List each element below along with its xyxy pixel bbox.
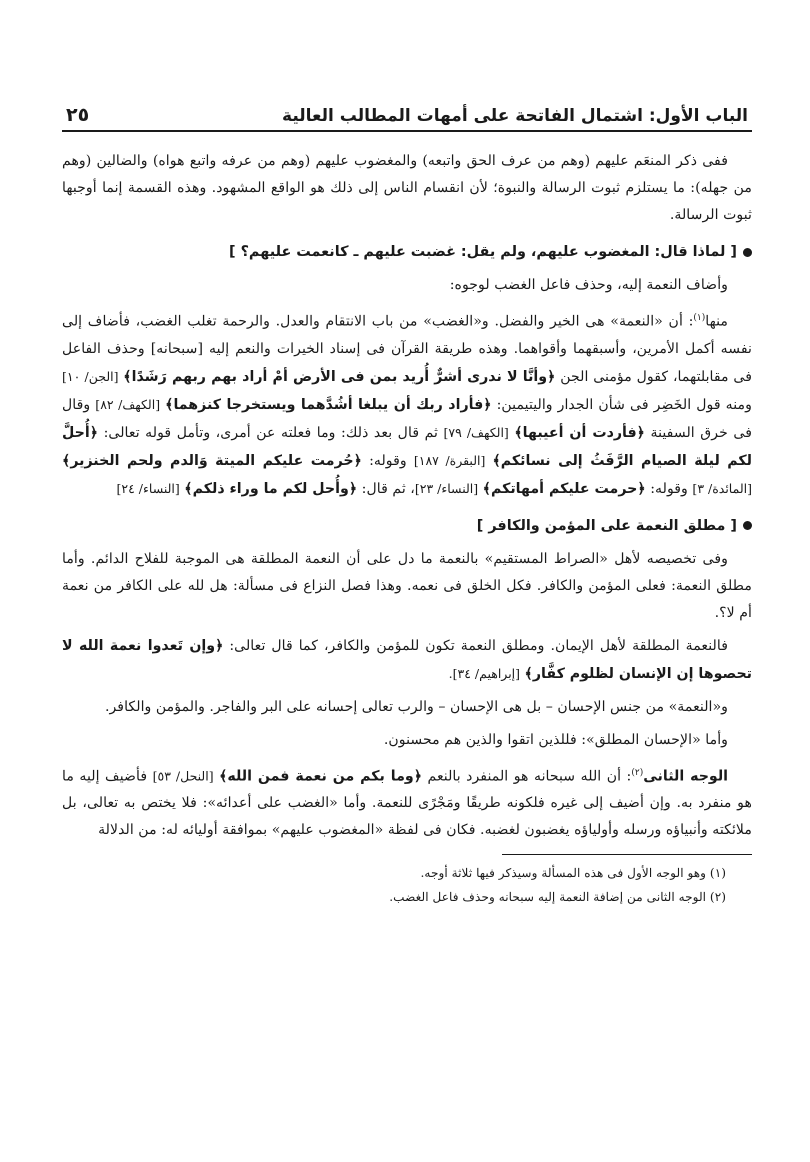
text: وقوله:: [650, 480, 688, 497]
footnotes: [62, 861, 752, 909]
running-header: [62, 92, 752, 132]
text: ومنه قول الخَضِر فى شأن الجدار واليتيمين:: [496, 396, 752, 413]
footnote-2: (٢) الوجه الثانى من إضافة النعمة إليه سبحانه وحذف فاعل الغضب.: [389, 890, 726, 905]
verse-ref: [المائدة/ ٣]: [692, 480, 752, 496]
page-body: [62, 148, 752, 909]
text: فالنعمة المطلقة لأهل الإيمان. ومطلق النعمة تكون للمؤمن والكافر، كما قال تعالى:: [229, 637, 728, 654]
verse-ref: [النساء/ ٢٤]: [116, 480, 180, 496]
bullet-icon: [743, 248, 752, 257]
quran-quote: ﴿وما بكم من نعمة فمن الله﴾: [219, 768, 423, 785]
footnote-ref: (٢): [631, 767, 644, 778]
verse-ref: [الكهف/ ٨٢]: [95, 396, 161, 412]
quran-quote: ﴿أُحلَّ لكم ليلة الصيام الرَّفَثُ إلى نسائكم﴾: [62, 424, 753, 469]
verse-ref: [إبراهيم/ ٣٤].: [448, 665, 521, 681]
section-heading-2: [62, 513, 752, 540]
heading-text: [ لماذا قال: المغضوب عليهم، ولم يقل: غضبت عليهم ـ كانعمت عليهم؟ ]: [228, 244, 737, 260]
footnote-divider: [502, 854, 752, 855]
paragraph-7: وأما «الإحسان المطلق»: فللذين اتقوا والذين هم محسنون.: [383, 731, 728, 748]
quran-quote: ﴿حُرمت عليكم الميتة وَالدم ولحم الخنزير﴾: [62, 452, 362, 469]
quran-quote: ﴿فأردت أن أعيبها﴾: [514, 424, 645, 441]
text: وقوله:: [369, 452, 407, 469]
book-page: [62, 92, 752, 909]
footnote-1: (١) وهو الوجه الأول فى هذه المسألة وسيذكر فيها ثلاثة أوجه.: [420, 866, 726, 881]
verse-ref: [الكهف/ ٧٩]: [443, 424, 509, 440]
text: وقال فى خرق السفينة: [62, 396, 752, 441]
text: ، ثم قال:: [361, 480, 415, 497]
chapter-title: الباب الأول: اشتمال الفاتحة على أمهات المطالب العالية: [282, 106, 748, 126]
verse-ref: [الجن/ ١٠]: [62, 368, 119, 384]
paragraph-1: ففى ذكر المنعَم عليهم (وهم من عرف الحق واتبعه) والمغضوب عليهم (وهم من عرفه واتبع هواه) والضالين (وهم من جهله): ما يستلزم ثبوت الرسالة والنبوة؛ لأن انقسام الناس إلى ذلك هو الواقع المشهود. وهذه القسمة إنما أوجبها ثبوت الرسالة.: [62, 153, 752, 223]
quran-quote: ﴿وأنَّا لا ندرى أشرٌّ أُريد بمن فى الأرض أمْ أراد بهم ربهم رَشَدًا﴾: [123, 368, 556, 385]
quran-quote: ﴿فأراد ربك أن يبلغا أشُدَّهما ويستخرجا كنزهما﴾: [165, 396, 492, 413]
paragraph-3: [62, 305, 752, 503]
footnote-ref: (١): [693, 313, 706, 323]
quran-quote: ﴿حرمت عليكم أمهاتكم﴾: [482, 480, 646, 497]
text: : أن الله سبحانه هو المنفرد بالنعم: [427, 768, 632, 785]
quran-quote: ﴿وإن تَعدوا نعمة الله لا تحصوها إن الإنسان لظلوم كفَّار﴾: [62, 637, 752, 682]
text: ثم قال بعد ذلك: وما فعلته عن أمرى، وتأمل قوله تعالى:: [103, 424, 438, 441]
verse-ref: [النساء/ ٢٣]: [414, 480, 479, 496]
paragraph-4: وفى تخصيصه لأهل «الصراط المستقيم» بالنعمة ما دل على أن النعمة المطلقة هى الموجبة للفلاح الدائم. وأما مطلق النعمة: فعلى المؤمن والكافر. فكل الخلق فى نعمه. وهذا فصل النزاع فى مسألة: هل لله على الكافر من نعمة أم لا؟.: [62, 550, 752, 621]
point-label: الوجه الثانى: [643, 768, 729, 785]
paragraph-6: و«النعمة» من جنس الإحسان – بل هى الإحسان – والرب تعالى إحسانه على البر والفاجر. والمؤمن والكافر.: [104, 698, 728, 715]
paragraph-5: [62, 633, 752, 688]
page-number: ٢٥: [66, 104, 90, 126]
paragraph-8: [62, 760, 752, 845]
verse-ref: [البقرة/ ١٨٧]: [413, 452, 486, 468]
paragraph-2: وأضاف النعمة إليه، وحذف فاعل الغضب لوجوه:: [449, 277, 728, 293]
heading-text: [ مطلق النعمة على المؤمن والكافر ]: [476, 517, 737, 534]
verse-ref: [النحل/ ٥٣]: [152, 768, 214, 784]
quran-quote: ﴿وأُحل لكم ما وراء ذلكم﴾: [184, 480, 358, 497]
text: : أن «النعمة» هى الخير والفضل. و«الغضب» من باب الانتقام والعدل. والرحمة تغلب الغضب، فأضاف إلى نفسه أكمل الأمرين، وأسبقهما وأقواهما. وهذه طريقة القرآن فى إسناد الخيرات والنعم إليه [سبحانه] وحذف الفاعل فى مقابلتهما، كقول مؤمنى الجن: [62, 313, 752, 385]
text: فأضيف إليه ما هو منفرد به. وإن أضيف إلى غيره فلكونه طريقًا ومَجْرًى للنعمة. وأما «الغضب على أعدائه»: فلا يختص به تعالى، بل ملائكته وأنبياؤه ورسله وأولياؤه يغضبون لغضبه. فكان فى لفظة «المغضوب عليهم» بموافقة أوليائه له: من الدلالة: [62, 768, 752, 839]
text: منها: [705, 313, 728, 330]
section-heading-1: [62, 239, 752, 266]
bullet-icon: [743, 521, 752, 530]
